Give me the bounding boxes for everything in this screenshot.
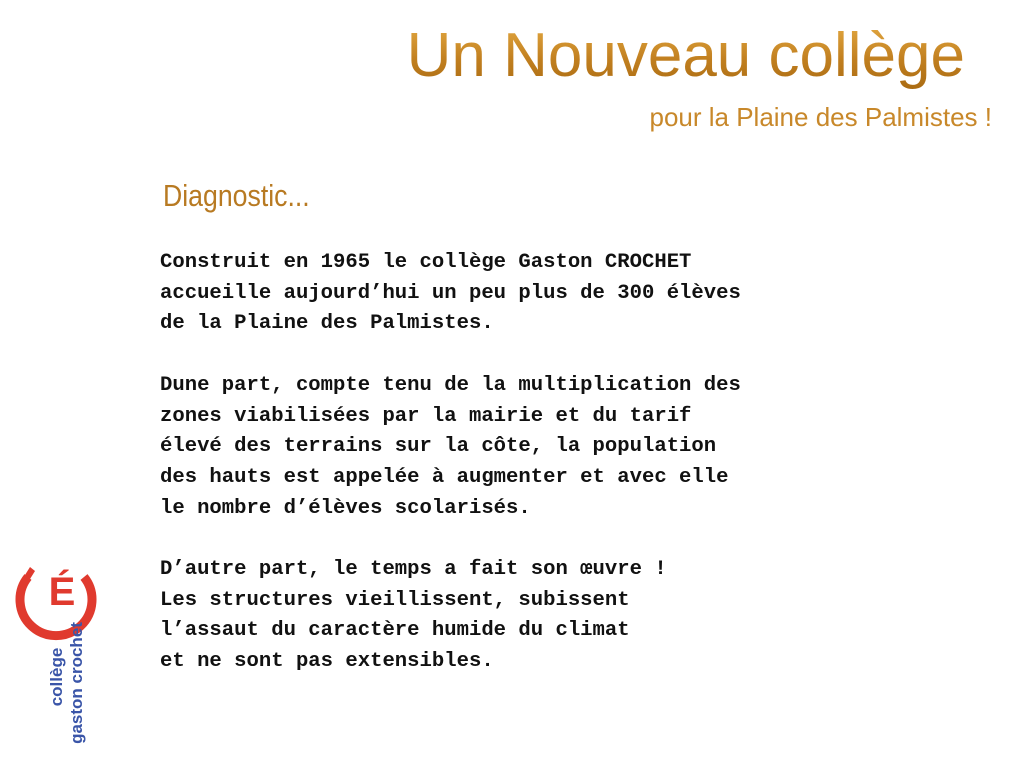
paragraph-line: le nombre d’élèves scolarisés. bbox=[160, 496, 531, 520]
paragraph-line: de la Plaine des Palmistes. bbox=[160, 312, 494, 336]
paragraph-line: des hauts est appelée à augmenter et avec elle bbox=[160, 465, 729, 489]
paragraph-2 bbox=[160, 371, 920, 525]
body-text bbox=[160, 248, 920, 709]
paragraph-1 bbox=[160, 248, 920, 340]
paragraph-line: et ne sont pas extensibles. bbox=[160, 650, 494, 674]
slide-title: Un Nouveau collège bbox=[300, 20, 965, 92]
paragraph-line: accueille aujourd’hui un peu plus de 300 élèves bbox=[160, 281, 741, 305]
paragraph-line: zones viabilisées par la mairie et du tarif bbox=[160, 404, 692, 428]
logo-text-gaston-crochet: gaston crochet bbox=[67, 622, 86, 744]
logo-icon bbox=[8, 555, 108, 750]
logo-letter: É bbox=[48, 570, 76, 614]
paragraph-line: Dune part, compte tenu de la multiplication des bbox=[160, 373, 741, 397]
slide-subtitle: pour la Plaine des Palmistes ! bbox=[649, 102, 992, 132]
paragraph-line: Les structures vieillissent, subissent bbox=[160, 588, 630, 612]
college-logo bbox=[8, 555, 108, 750]
logo-text-college: collège bbox=[47, 647, 66, 707]
paragraph-3 bbox=[160, 555, 920, 678]
paragraph-line: Construit en 1965 le collège Gaston CROCHET bbox=[160, 251, 692, 274]
paragraph-line: élevé des terrains sur la côte, la population bbox=[160, 435, 717, 459]
paragraph-line: D’autre part, le temps a fait son œuvre ! bbox=[160, 558, 667, 581]
section-heading: Diagnostic... bbox=[163, 178, 310, 213]
paragraph-line: l’assaut du caractère humide du climat bbox=[160, 619, 630, 643]
